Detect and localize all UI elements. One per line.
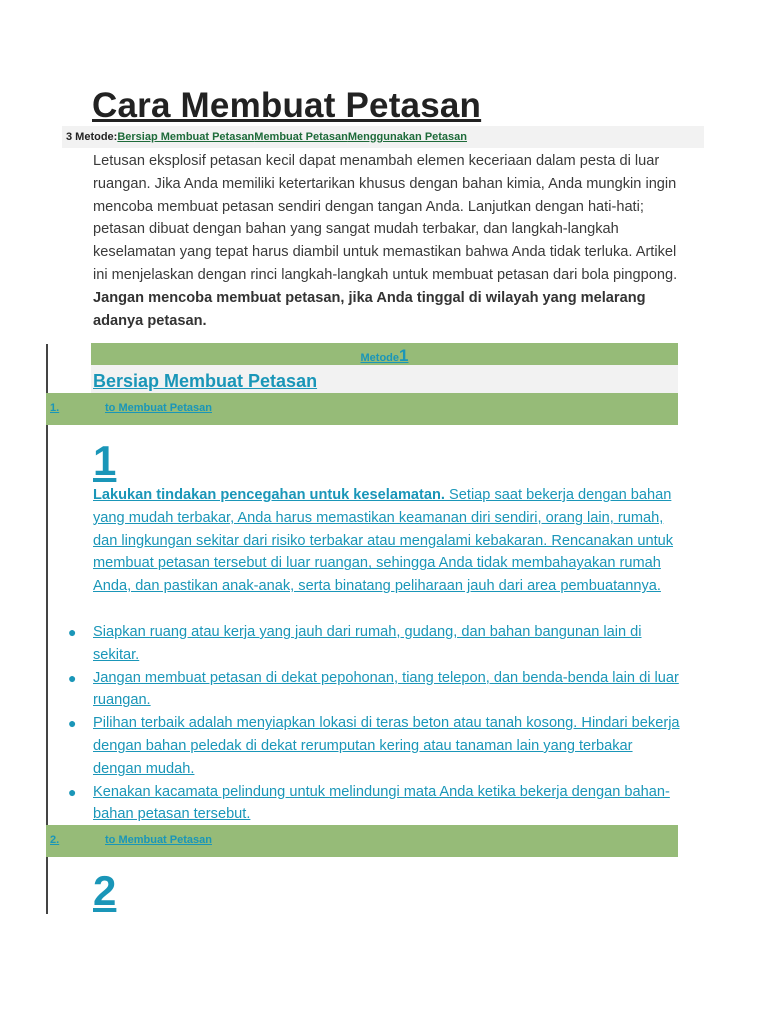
bullet-link[interactable]: Kenakan kacamata pelindung untuk melindungi mata Anda ketika bekerja dengan bahan-bahan petasan tersebut.: [93, 783, 670, 823]
bullet-link[interactable]: Siapkan ruang atau kerja yang jauh dari rumah, gudang, dan bahan bangunan lain di sekitar.: [93, 624, 642, 663]
bullet-link[interactable]: Jangan membuat petasan di dekat pepohonan, tiang telepon, dan benda-benda lain di luar ruangan.: [93, 669, 679, 709]
step-1-link[interactable]: to Membuat Petasan: [105, 402, 212, 414]
list-item: [68, 712, 680, 780]
bullet-icon: ●: [68, 783, 77, 800]
step-1-bold: Lakukan tindakan pencegahan untuk keselamatan.: [93, 487, 445, 503]
bullet-icon: ●: [68, 669, 77, 686]
list-item: [68, 621, 680, 667]
bullet-icon: ●: [68, 624, 77, 640]
method-1-number: 1: [399, 346, 409, 365]
page-title: Cara Membuat Petasan: [92, 86, 482, 125]
list-item: [68, 667, 680, 713]
intro-paragraph: [93, 150, 678, 332]
method-1-heading[interactable]: Bersiap Membuat Petasan: [93, 371, 318, 391]
bullet-link[interactable]: Pilihan terbaik adalah menyiapkan lokasi di teras beton atau tanah kosong. Hindari bekerja dengan bahan peledak di dekat rerumputan kering atau tanaman lain yang terbakar dengan mudah.: [93, 715, 680, 777]
method-link-menggunakan[interactable]: Menggunakan Petasan: [347, 131, 468, 143]
step-1-bar: [46, 393, 678, 425]
method-link-bersiap[interactable]: Bersiap Membuat Petasan: [117, 131, 255, 143]
method-1-heading-box: [91, 365, 678, 393]
step-1-bullet-list: [68, 621, 680, 826]
step-2-index-link[interactable]: 2.: [50, 834, 60, 846]
method-1-link[interactable]: Metode1: [360, 346, 409, 365]
intro-text: Letusan eksplosif petasan kecil dapat menambah elemen keceriaan dalam pesta di luar ruangan. Jika Anda memiliki ketertarikan khusus dengan bahan kimia, Anda mungkin ingin mencoba membuat petasan sendiri dengan tangan Anda. Lanjutkan dengan hati-hati; petasan dibuat dengan bahan yang sangat mudah terbakar, dan langkah-langkah keselamatan yang tepat harus diambil untuk memastikan bahwa Anda tidak terluka. Artikel ini menjelaskan dengan rinci langkah-langkah untuk membuat petasan dari bola pingpong.: [93, 153, 678, 283]
step-2-bar: [46, 825, 678, 857]
step-1-number: 1: [93, 437, 117, 484]
step-2-link[interactable]: to Membuat Petasan: [105, 834, 212, 846]
method-link-membuat[interactable]: Membuat Petasan: [254, 131, 348, 143]
step-1-content-link[interactable]: [93, 487, 673, 594]
methods-label: 3 Metode:: [66, 131, 118, 143]
list-item: [68, 781, 680, 827]
methods-nav: [62, 126, 704, 148]
step-1-body: Setiap saat bekerja dengan bahan yang mudah terbakar, Anda harus memastikan keamanan diri sendiri, orang lain, rumah, dan lingkungan sekitar dari risiko terbakar atau mengalami kebakaran. Rencanakan untuk membuat petasan tersebut di luar ruangan, sehingga Anda tidak membahayakan rumah Anda, dan pastikan anak-anak, serta binatang peliharaan jauh dari area pembuatannya.: [93, 487, 674, 595]
step-1-text: [93, 484, 678, 598]
method-1-bar: [91, 343, 678, 365]
intro-warning: Jangan mencoba membuat petasan, jika Anda tinggal di wilayah yang melarang adanya petasan.: [93, 289, 646, 329]
bullet-icon: ●: [68, 715, 77, 732]
step-2-number: 2: [93, 867, 117, 914]
step-1-index-link[interactable]: 1.: [50, 402, 60, 414]
